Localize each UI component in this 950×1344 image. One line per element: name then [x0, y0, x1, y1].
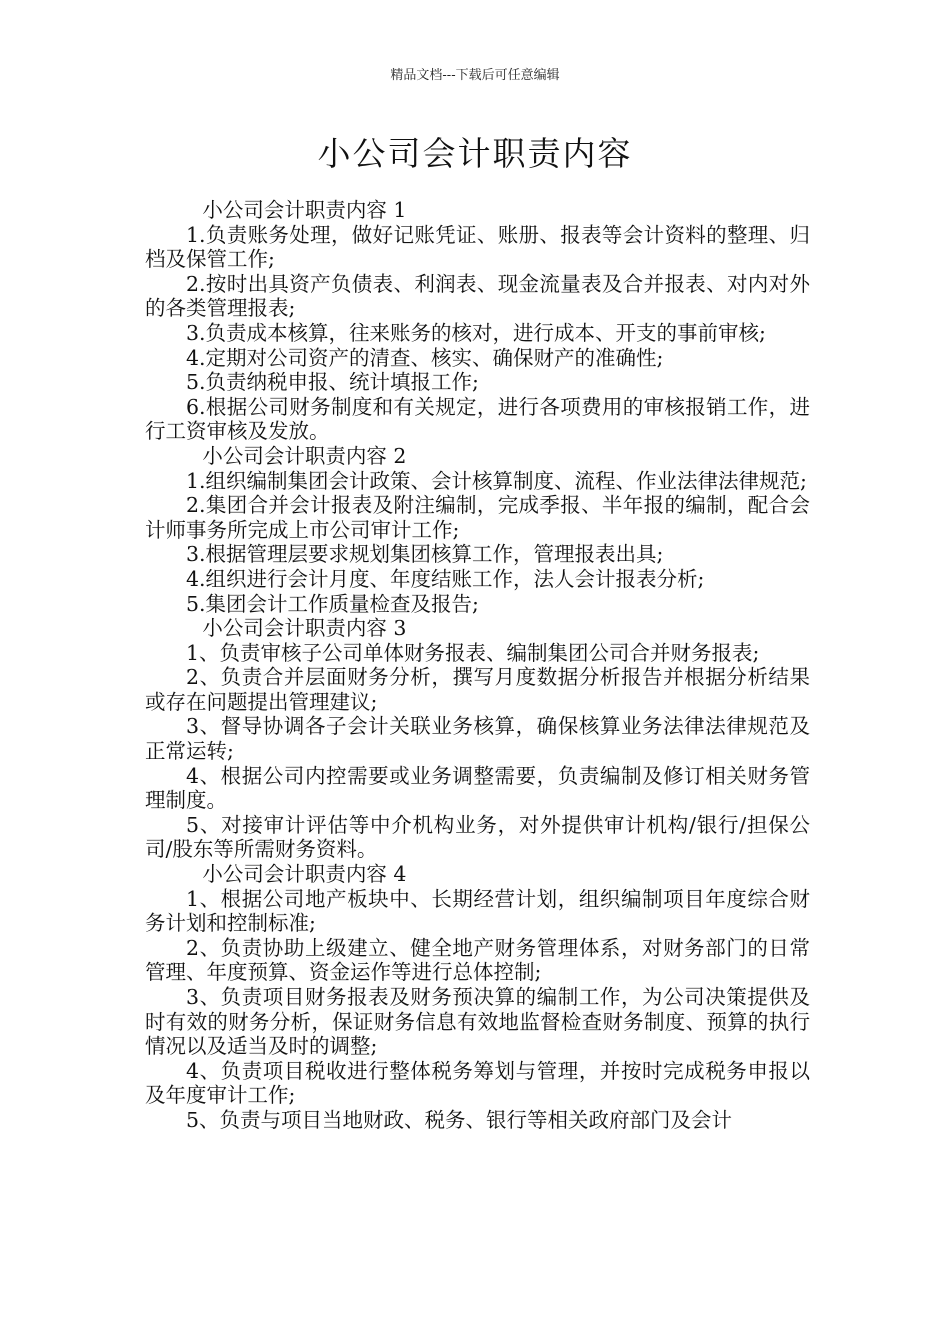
list-item: 6.根据公司财务制度和有关规定，进行各项费用的审核报销工作，进行工资审核及发放。 — [145, 394, 810, 444]
list-item: 1.负责账务处理，做好记账凭证、账册、报表等会计资料的整理、归档及保管工作; — [145, 222, 810, 272]
list-item: 3、负责项目财务报表及财务预决算的编制工作，为公司决策提供及时有效的财务分析，保证财务信息有效地监督检查财务制度、预算的执行情况以及适当及时的调整; — [145, 985, 810, 1059]
list-item: 1、根据公司地产板块中、长期经营计划，组织编制项目年度综合财务计划和控制标准; — [145, 886, 810, 936]
list-item: 5.集团会计工作质量检查及报告; — [186, 591, 479, 616]
list-item: 5、负责与项目当地财政、税务、银行等相关政府部门及会计 — [186, 1107, 733, 1132]
list-item: 5.负责纳税申报、统计填报工作; — [186, 370, 479, 395]
header-note: 精品文档---下载后可任意编辑 — [390, 68, 560, 83]
list-item: 2.集团合并会计报表及附注编制，完成季报、半年报的编制，配合会计师事务所完成上市公司审计工作; — [145, 493, 810, 542]
list-item: 1、负责审核子公司单体财务报表、编制集团公司合并财务报表; — [186, 640, 760, 665]
section-heading: 小公司会计职责内容 2 — [202, 443, 407, 468]
list-item: 4.组织进行会计月度、年度结账工作，法人会计报表分析; — [186, 566, 705, 591]
list-item: 3.负责成本核算，往来账务的核对，进行成本、开支的事前审核; — [186, 320, 766, 345]
section-heading: 小公司会计职责内容 4 — [202, 862, 407, 887]
list-item: 3.根据管理层要求规划集团核算工作，管理报表出具; — [186, 542, 664, 567]
section-heading: 小公司会计职责内容 1 — [202, 198, 407, 222]
list-item: 5、对接审计评估等中介机构业务，对外提供审计机构/银行/担保公司/股东等所需财务资料。 — [145, 812, 810, 862]
list-item: 3、督导协调各子会计关联业务核算，确保核算业务法律法律规范及正常运转; — [145, 714, 810, 764]
section-heading: 小公司会计职责内容 3 — [202, 616, 407, 641]
list-item: 4、负责项目税收进行整体税务筹划与管理，并按时完成税务申报以及年度审计工作; — [145, 1058, 810, 1108]
list-item: 2、负责合并层面财务分析，撰写月度数据分析报告并根据分析结果或存在问题提出管理建议; — [145, 665, 810, 714]
list-item: 4、根据公司内控需要或业务调整需要，负责编制及修订相关财务管理制度。 — [145, 763, 810, 813]
list-item: 2、负责协助上级建立、健全地产财务管理体系，对财务部门的日常管理、年度预算、资金运作等进行总体控制; — [145, 935, 810, 985]
list-item: 4.定期对公司资产的清查、核实、确保财产的准确性; — [186, 345, 664, 370]
document-body — [145, 198, 810, 1133]
list-item: 2.按时出具资产负债表、利润表、现金流量表及合并报表、对内对外的各类管理报表; — [145, 271, 810, 321]
document-title: 小公司会计职责内容 — [317, 134, 633, 173]
list-item: 1.组织编制集团会计政策、会计核算制度、流程、作业法律法律规范; — [186, 468, 807, 493]
